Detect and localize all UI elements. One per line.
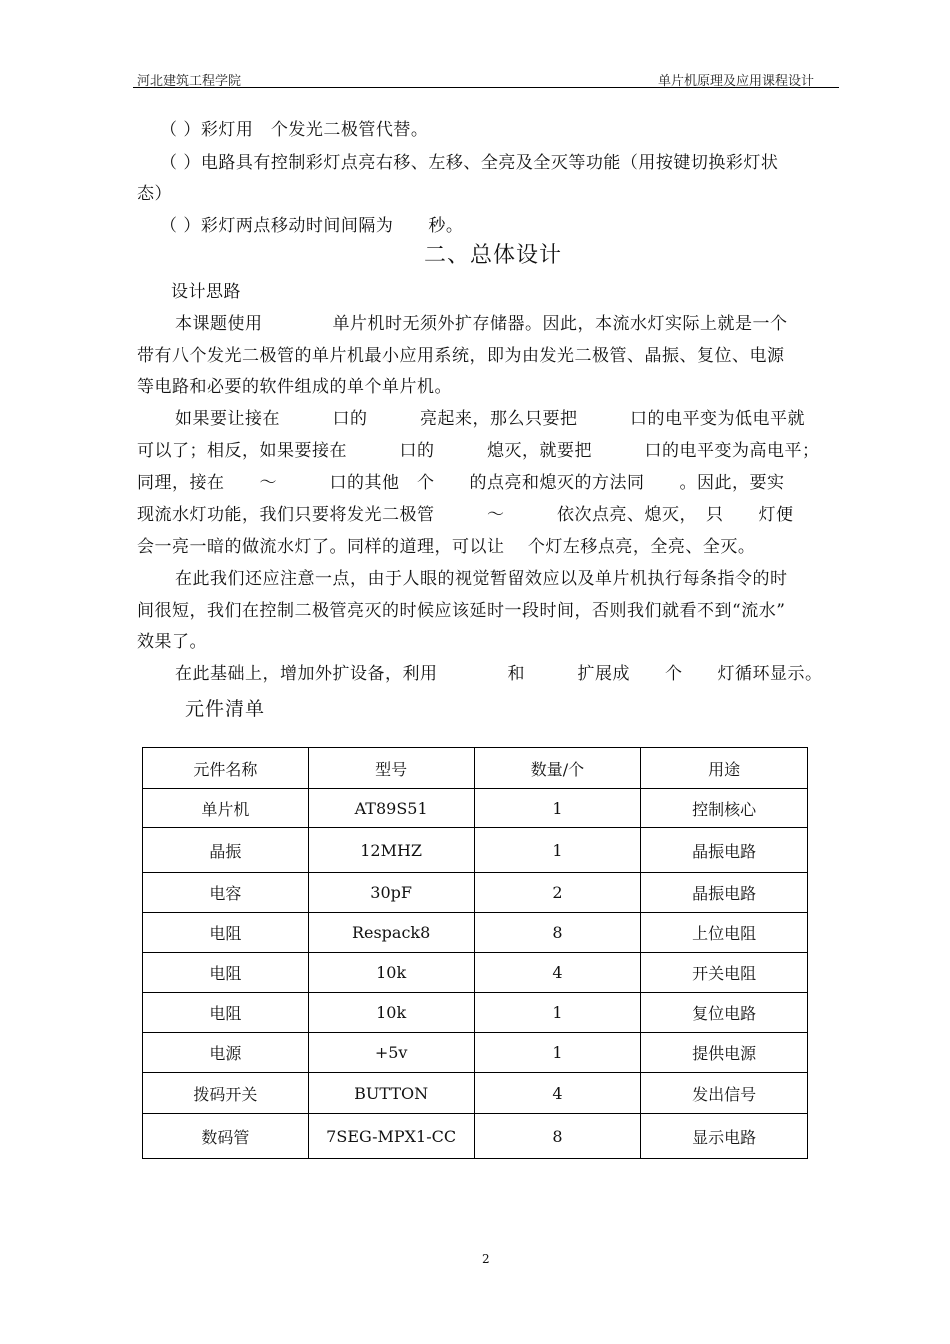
requirement-item: （ ）电路具有控制彩灯点亮右移、左移、全亮及全灭等功能（用按键切换彩灯状: [160, 153, 779, 173]
table-cell: 上位电阻: [641, 913, 808, 953]
table-row: [143, 828, 808, 873]
table-cell: 1: [474, 789, 641, 828]
table-cell: 10k: [308, 953, 474, 993]
table-cell: 发出信号: [641, 1073, 808, 1114]
table-cell: 开关电阻: [641, 953, 808, 993]
table-cell: 提供电源: [641, 1033, 808, 1073]
table-cell: 1: [474, 828, 641, 873]
requirement-item: （ ）彩灯用 个发光二极管代替。: [160, 120, 429, 140]
table-header-row: [143, 748, 808, 789]
table-cell: 4: [474, 953, 641, 993]
table-cell: 晶振电路: [641, 828, 808, 873]
paragraph-line: 效果了。: [137, 632, 207, 652]
table-cell: 晶振: [143, 828, 309, 873]
column-header: 数量/个: [474, 748, 641, 789]
paragraph-line: 同理，接在 ～ 口的其他 个 的点亮和熄灭的方法同 。因此，要实: [137, 473, 785, 493]
table-cell: 数码管: [143, 1114, 309, 1159]
table-cell: 控制核心: [641, 789, 808, 828]
paragraph-line: 带有八个发光二极管的单片机最小应用系统，即为由发光二极管、晶振、复位、电源: [137, 346, 785, 366]
paragraph-line: 可以了；相反，如果要接在 口的 熄灭，就要把 口的电平变为高电平；: [137, 441, 820, 461]
requirement-item: （ ）彩灯两点移动时间间隔为 秒。: [160, 216, 464, 236]
header-course: 单片机原理及应用课程设计: [658, 74, 815, 89]
requirement-item-continuation: 态）: [137, 184, 172, 204]
table-cell: Respack8: [308, 913, 474, 953]
table-cell: +5v: [308, 1033, 474, 1073]
table-cell: 电源: [143, 1033, 309, 1073]
table-cell: 复位电路: [641, 993, 808, 1033]
table-cell: 7SEG-MPX1-CC: [308, 1114, 474, 1159]
table-cell: 显示电路: [641, 1114, 808, 1159]
table-row: [143, 789, 808, 828]
column-header: 用途: [641, 748, 808, 789]
parts-title: 元件清单: [185, 698, 266, 720]
table-cell: 8: [474, 1114, 641, 1159]
table-cell: 拨码开关: [143, 1073, 309, 1114]
table-cell: 2: [474, 873, 641, 913]
table-cell: 30pF: [308, 873, 474, 913]
table-cell: 1: [474, 993, 641, 1033]
table-cell: 单片机: [143, 789, 309, 828]
section-title: 二、总体设计: [424, 243, 563, 268]
table-cell: 电容: [143, 873, 309, 913]
table-cell: 电阻: [143, 953, 309, 993]
design-idea-title: 设计思路: [171, 282, 241, 302]
table-cell: 8: [474, 913, 641, 953]
table-row: [143, 993, 808, 1033]
paragraph-line: 如果要让接在 口的 亮起来，那么只要把 口的电平变为低电平就: [175, 409, 805, 429]
header-divider: [133, 87, 839, 88]
paragraph-line: 本课题使用 单片机时无须外扩存储器。因此，本流水灯实际上就是一个: [175, 314, 788, 334]
table-cell: 10k: [308, 993, 474, 1033]
table-row: [143, 953, 808, 993]
table-row: [143, 1033, 808, 1073]
table-cell: 晶振电路: [641, 873, 808, 913]
table-cell: 12MHZ: [308, 828, 474, 873]
table-cell: 4: [474, 1073, 641, 1114]
table-row: [143, 913, 808, 953]
paragraph-line: 会一亮一暗的做流水灯了。同样的道理，可以让 个灯左移点亮，全亮、全灭。: [137, 537, 756, 557]
header-school: 河北建筑工程学院: [137, 74, 242, 89]
column-header: 元件名称: [143, 748, 309, 789]
paragraph-line: 等电路和必要的软件组成的单个单片机。: [137, 377, 452, 397]
column-header: 型号: [308, 748, 474, 789]
paragraph-line: 在此我们还应注意一点，由于人眼的视觉暂留效应以及单片机执行每条指令的时: [175, 569, 788, 589]
table-cell: 电阻: [143, 993, 309, 1033]
table-cell: AT89S51: [308, 789, 474, 828]
page-number: 2: [482, 1252, 490, 1266]
paragraph-line: 间很短，我们在控制二极管亮灭的时候应该延时一段时间，否则我们就看不到“流水”: [137, 601, 786, 621]
table-row: [143, 873, 808, 913]
table-cell: BUTTON: [308, 1073, 474, 1114]
table-cell: 电阻: [143, 913, 309, 953]
parts-table: [142, 747, 808, 1159]
paragraph-line: 现流水灯功能，我们只要将发光二极管 ～ 依次点亮、熄灭， 只 灯便: [137, 505, 794, 525]
paragraph-line: 在此基础上，增加外扩设备，利用 和 扩展成 个 灯循环显示。: [175, 664, 823, 684]
table-row: [143, 1114, 808, 1159]
table-row: [143, 1073, 808, 1114]
table-cell: 1: [474, 1033, 641, 1073]
